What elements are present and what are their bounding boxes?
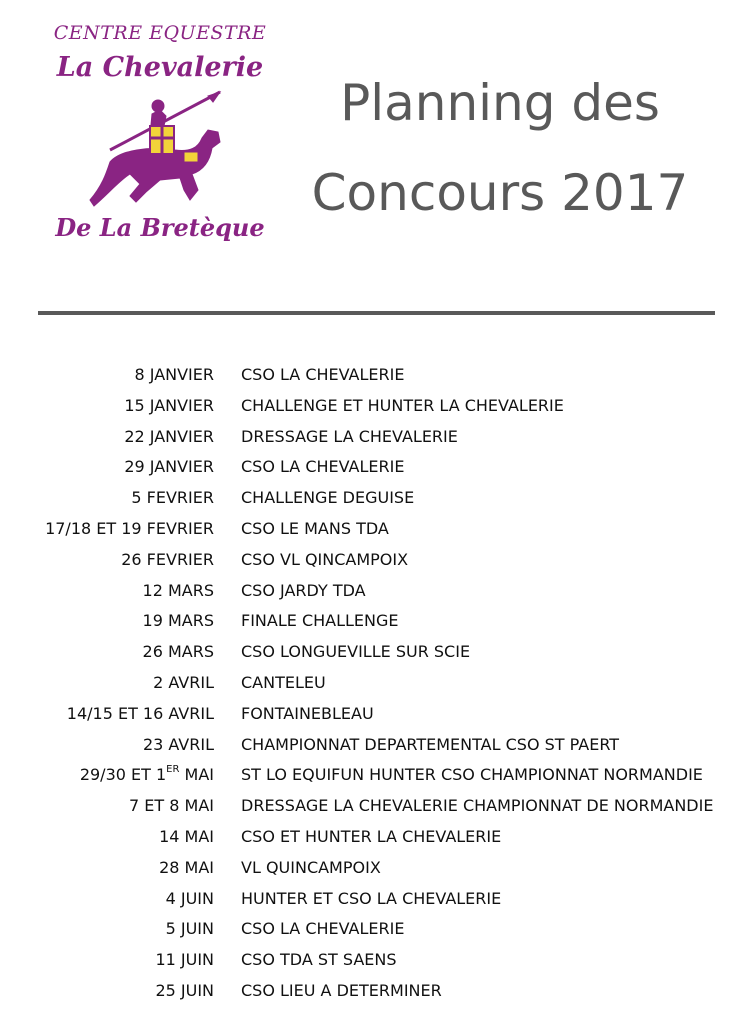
event-date: 22 JANVIER [124, 426, 214, 446]
event-date: 4 JUIN [165, 888, 214, 908]
schedule-row [0, 853, 755, 884]
event-date: 5 JUIN [165, 919, 214, 939]
logo-middle-text: La Chevalerie [56, 52, 264, 83]
schedule-row [0, 545, 755, 576]
event-name: CSO LA CHEVALERIE [241, 919, 405, 939]
event-date: 26 FEVRIER [121, 549, 214, 569]
event-date: 19 MARS [142, 611, 214, 631]
title-divider [38, 311, 715, 315]
schedule-row [0, 945, 755, 976]
title-line-2: Concours 2017 [311, 164, 689, 222]
event-name: CHALLENGE DEGUISE [241, 488, 415, 508]
event-date: 11 JUIN [155, 950, 214, 970]
title-line-1: Planning des [340, 74, 660, 132]
event-name: CSO LA CHEVALERIE [241, 457, 405, 477]
event-date: 5 FEVRIER [131, 488, 214, 508]
event-name: CSO ET HUNTER LA CHEVALERIE [241, 826, 502, 846]
schedule-row [0, 822, 755, 853]
event-date: 17/18 ET 19 FEVRIER [45, 518, 214, 538]
competition-schedule [0, 360, 755, 1007]
event-date [0, 760, 214, 791]
event-date: 14 MAI [159, 826, 214, 846]
event-date: 23 AVRIL [142, 734, 214, 754]
schedule-row [0, 914, 755, 945]
event-date: 7 ET 8 MAI [129, 796, 214, 816]
schedule-row [0, 452, 755, 483]
event-name: ST LO EQUIFUN HUNTER CSO CHAMPIONNAT NORMANDIE [241, 765, 703, 785]
event-date: 28 MAI [159, 857, 214, 877]
schedule-row [0, 884, 755, 915]
schedule-row [0, 699, 755, 730]
event-date: 8 JANVIER [134, 365, 214, 384]
schedule-row [0, 637, 755, 668]
club-logo [40, 18, 280, 258]
event-date-suffix: MAI [179, 765, 214, 785]
event-date: 15 JANVIER [124, 395, 214, 415]
event-name: HUNTER ET CSO LA CHEVALERIE [241, 888, 502, 908]
schedule-row [0, 730, 755, 761]
event-date: 29 JANVIER [124, 457, 214, 477]
event-name: CSO JARDY TDA [241, 580, 366, 600]
event-name: FONTAINEBLEAU [241, 703, 374, 723]
event-date: 2 AVRIL [153, 672, 214, 692]
schedule-row [0, 760, 755, 791]
event-name: CSO LIEU A DETERMINER [241, 980, 442, 1000]
event-date-superscript: ER [166, 764, 180, 776]
event-name: DRESSAGE LA CHEVALERIE CHAMPIONNAT DE NORMANDIE [241, 796, 714, 816]
event-name: DRESSAGE LA CHEVALERIE [241, 426, 458, 446]
page-title [290, 58, 710, 238]
event-name: CHAMPIONNAT DEPARTEMENTAL CSO ST PAERT [241, 734, 620, 754]
event-name: VL QUINCAMPOIX [241, 857, 381, 877]
schedule-row [0, 360, 755, 391]
event-date: 26 MARS [142, 642, 214, 662]
event-name: CSO VL QINCAMPOIX [241, 549, 409, 569]
event-name: CANTELEU [241, 672, 326, 692]
schedule-row [0, 391, 755, 422]
event-name: CSO LE MANS TDA [241, 518, 389, 538]
event-date: 25 JUIN [155, 980, 214, 1000]
schedule-row [0, 606, 755, 637]
schedule-row [0, 668, 755, 699]
schedule-row [0, 483, 755, 514]
logo-top-text: CENTRE EQUESTRE [53, 22, 267, 44]
event-name: CSO LA CHEVALERIE [241, 365, 405, 384]
event-name: CSO LONGUEVILLE SUR SCIE [241, 642, 471, 662]
event-name: CSO TDA ST SAENS [241, 950, 397, 970]
event-date: 12 MARS [142, 580, 214, 600]
schedule-row [0, 514, 755, 545]
event-date: 14/15 ET 16 AVRIL [66, 703, 214, 723]
event-name: CHALLENGE ET HUNTER LA CHEVALERIE [241, 395, 564, 415]
schedule-row [0, 422, 755, 453]
event-name: FINALE CHALLENGE [241, 611, 399, 631]
schedule-row [0, 791, 755, 822]
schedule-row [0, 976, 755, 1007]
logo-bottom-text: De La Bretèque [55, 213, 265, 242]
schedule-row [0, 576, 755, 607]
event-date-prefix: 29/30 ET 1 [79, 765, 167, 785]
knight-on-horse-icon [80, 90, 240, 210]
